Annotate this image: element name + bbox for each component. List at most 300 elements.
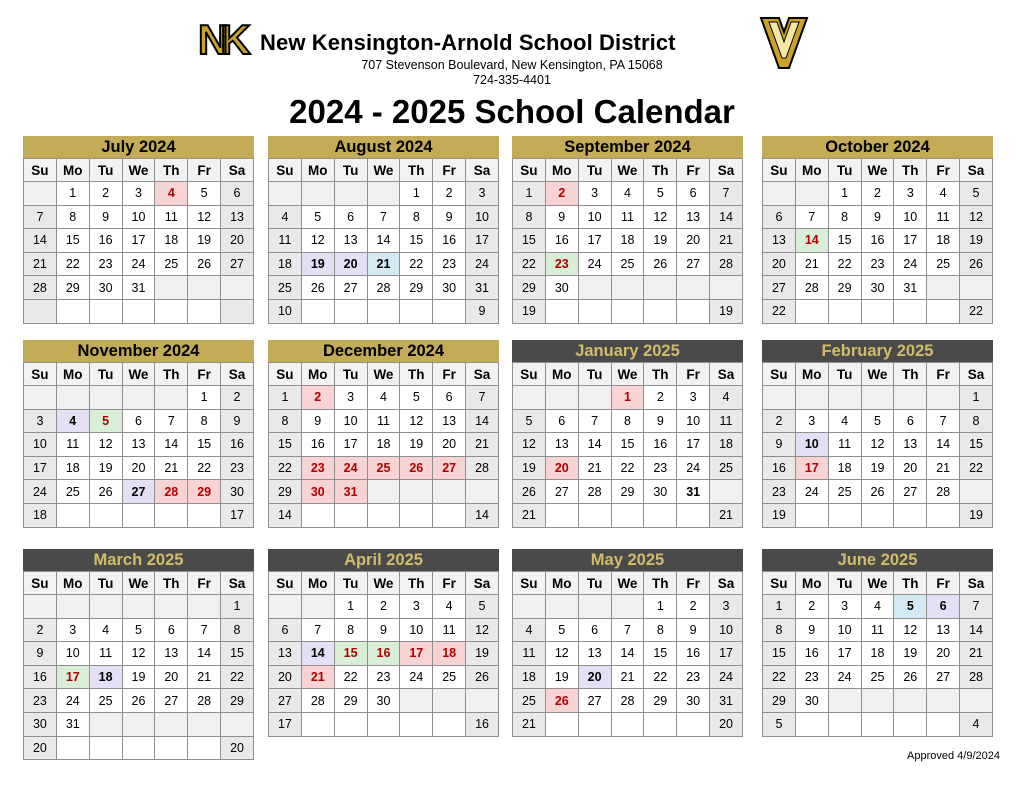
day-cell: 17 [24,456,57,480]
day-cell: 23 [221,456,254,480]
day-cell: 21 [155,456,188,480]
day-cell: 24 [334,456,367,480]
day-cell: 16 [89,229,122,253]
day-cell: 22 [828,252,861,276]
day-cell: 28 [710,252,743,276]
day-cell: 3 [466,182,499,206]
weekday-label: Su [513,572,546,595]
day-cell: 20 [269,665,302,689]
day-count: 19 [960,503,993,527]
total-row-cell [433,299,466,323]
day-cell: 8 [960,409,993,433]
day-cell: 29 [828,276,861,300]
empty-cell [188,712,221,736]
weekday-label: We [367,363,400,386]
weekday-label: Mo [795,572,828,595]
day-cell: 11 [710,409,743,433]
day-cell: 27 [122,480,155,504]
day-cell: 7 [710,182,743,206]
day-cell: 20 [221,229,254,253]
day-cell: 27 [155,689,188,713]
day-cell: 4 [611,182,644,206]
day-cell: 8 [269,409,302,433]
month-9 [268,549,499,737]
day-cell: 5 [188,182,221,206]
day-cell: 16 [545,229,578,253]
day-cell: 1 [960,386,993,410]
day-cell: 17 [334,433,367,457]
weekday-label: Tu [89,159,122,182]
weekday-label: Tu [334,159,367,182]
day-cell: 8 [611,409,644,433]
day-cell: 22 [269,456,302,480]
day-cell: 2 [433,182,466,206]
day-count: 17 [221,503,254,527]
day-cell: 4 [89,618,122,642]
day-cell: 29 [188,480,221,504]
empty-cell [89,386,122,410]
empty-cell [400,689,433,713]
total-row-cell [400,299,433,323]
day-cell: 15 [334,642,367,666]
month-2 [512,136,743,324]
day-cell: 30 [677,689,710,713]
day-cell: 20 [433,433,466,457]
day-cell: 21 [611,665,644,689]
day-cell: 19 [861,456,894,480]
total-row-cell [56,503,89,527]
day-cell: 18 [611,229,644,253]
day-cell: 17 [578,229,611,253]
total-row-cell [367,712,400,736]
day-cell: 27 [221,252,254,276]
day-cell: 13 [545,433,578,457]
empty-cell [367,480,400,504]
day-cell: 30 [644,480,677,504]
day-cell: 28 [578,480,611,504]
day-cell: 10 [795,433,828,457]
weekday-label: We [122,363,155,386]
day-count: 18 [24,503,57,527]
total-row-cell [334,299,367,323]
day-cell: 14 [155,433,188,457]
weekday-label: Su [513,159,546,182]
day-cell: 19 [301,252,334,276]
total-row-cell [433,712,466,736]
empty-cell [188,276,221,300]
total-row-cell [861,299,894,323]
weekday-label: Th [155,363,188,386]
day-cell: 5 [513,409,546,433]
day-cell: 11 [89,642,122,666]
month-title: October 2024 [762,136,993,158]
day-cell: 22 [221,665,254,689]
day-cell: 24 [677,456,710,480]
month-title: July 2024 [23,136,254,158]
total-row-cell [89,503,122,527]
day-count: 21 [513,503,546,527]
day-cell: 5 [960,182,993,206]
weekday-label: Sa [960,363,993,386]
total-row-cell [367,503,400,527]
day-cell: 13 [927,618,960,642]
day-cell: 9 [221,409,254,433]
day-cell: 12 [466,618,499,642]
day-count: 14 [466,503,499,527]
day-cell: 27 [894,480,927,504]
day-cell: 3 [894,182,927,206]
day-cell: 3 [578,182,611,206]
weekday-label: Tu [334,572,367,595]
day-cell: 16 [367,642,400,666]
day-cell: 25 [433,665,466,689]
empty-cell [155,712,188,736]
month-title: August 2024 [268,136,499,158]
day-cell: 1 [56,182,89,206]
day-cell: 18 [433,642,466,666]
day-cell: 2 [367,595,400,619]
month-title: March 2025 [23,549,254,571]
day-cell: 1 [188,386,221,410]
day-cell: 2 [545,182,578,206]
day-cell: 25 [367,456,400,480]
day-cell: 20 [927,642,960,666]
month-6 [512,340,743,528]
weekday-label: We [611,572,644,595]
total-row-cell [677,299,710,323]
day-count: 21 [513,712,546,736]
empty-cell [155,595,188,619]
day-count: 20 [710,712,743,736]
day-cell: 18 [927,229,960,253]
month-10 [512,549,743,737]
weekday-label: Fr [188,159,221,182]
day-cell: 14 [466,409,499,433]
empty-cell [155,276,188,300]
day-cell: 22 [644,665,677,689]
empty-cell [927,689,960,713]
day-cell: 5 [89,409,122,433]
day-cell: 20 [763,252,796,276]
empty-cell [122,386,155,410]
day-cell: 26 [400,456,433,480]
month-table [268,571,499,737]
day-cell: 6 [763,205,796,229]
day-cell: 13 [122,433,155,457]
day-cell: 16 [763,456,796,480]
day-cell: 9 [861,205,894,229]
day-cell: 11 [861,618,894,642]
weekday-label: Sa [960,572,993,595]
day-cell: 25 [155,252,188,276]
month-table [23,571,254,760]
day-cell: 2 [89,182,122,206]
empty-cell [89,595,122,619]
empty-cell [122,712,155,736]
weekday-label: We [367,572,400,595]
weekday-label: Tu [578,572,611,595]
day-cell: 15 [611,433,644,457]
day-cell: 22 [400,252,433,276]
empty-cell [513,386,546,410]
day-cell: 25 [927,252,960,276]
day-cell: 23 [861,252,894,276]
day-cell: 11 [513,642,546,666]
weekday-label: Fr [677,159,710,182]
total-row-cell [677,503,710,527]
day-cell: 13 [677,205,710,229]
day-cell: 3 [795,409,828,433]
month-0 [23,136,254,324]
day-cell: 7 [155,409,188,433]
month-table [512,158,743,324]
empty-cell [960,480,993,504]
day-cell: 5 [466,595,499,619]
day-cell: 13 [894,433,927,457]
weekday-label: We [367,159,400,182]
empty-cell [269,182,302,206]
month-table [512,571,743,737]
day-count: 9 [466,299,499,323]
weekday-label: Su [269,363,302,386]
day-cell: 24 [828,665,861,689]
day-cell: 9 [301,409,334,433]
month-8 [23,549,254,760]
total-row-cell [56,299,89,323]
total-row-cell [545,299,578,323]
day-cell: 26 [89,480,122,504]
day-cell: 3 [710,595,743,619]
day-cell: 27 [578,689,611,713]
day-cell: 10 [894,205,927,229]
weekday-label: Th [644,572,677,595]
day-count: 5 [763,712,796,736]
empty-cell [611,595,644,619]
day-cell: 29 [221,689,254,713]
day-cell: 23 [433,252,466,276]
day-cell: 7 [960,595,993,619]
weekday-label: Fr [433,363,466,386]
total-row-cell [644,712,677,736]
empty-cell [367,182,400,206]
empty-cell [24,182,57,206]
day-cell: 16 [301,433,334,457]
month-table [762,362,993,528]
total-row-cell [828,503,861,527]
day-cell: 23 [545,252,578,276]
day-cell: 18 [861,642,894,666]
day-cell: 9 [89,205,122,229]
day-cell: 25 [611,252,644,276]
day-cell: 14 [188,642,221,666]
day-cell: 14 [927,433,960,457]
day-cell: 5 [545,618,578,642]
day-cell: 30 [545,276,578,300]
day-count: 20 [221,736,254,760]
total-row-cell [578,299,611,323]
day-cell: 28 [155,480,188,504]
day-cell: 6 [578,618,611,642]
day-cell: 13 [221,205,254,229]
day-cell: 28 [301,689,334,713]
day-cell: 24 [122,252,155,276]
day-cell: 29 [644,689,677,713]
empty-cell [763,386,796,410]
empty-cell [24,386,57,410]
total-row-cell [795,712,828,736]
weekday-label: Th [644,159,677,182]
day-cell: 6 [894,409,927,433]
weekday-label: We [861,159,894,182]
weekday-label: Mo [795,363,828,386]
empty-cell [466,480,499,504]
day-cell: 10 [56,642,89,666]
day-cell: 18 [56,456,89,480]
empty-cell [400,480,433,504]
day-cell: 22 [513,252,546,276]
day-cell: 27 [334,276,367,300]
day-cell: 23 [367,665,400,689]
day-cell: 22 [611,456,644,480]
total-row-cell [89,299,122,323]
day-cell: 3 [24,409,57,433]
day-cell: 19 [122,665,155,689]
day-cell: 26 [122,689,155,713]
empty-cell [89,712,122,736]
weekday-label: We [861,572,894,595]
day-cell: 1 [763,595,796,619]
weekday-label: Fr [188,363,221,386]
total-row-cell [611,299,644,323]
total-row-cell [611,503,644,527]
day-cell: 31 [56,712,89,736]
weekday-label: Tu [89,572,122,595]
day-cell: 25 [828,480,861,504]
day-cell: 8 [188,409,221,433]
day-cell: 25 [513,689,546,713]
weekday-label: Tu [578,363,611,386]
day-cell: 9 [795,618,828,642]
day-cell: 10 [334,409,367,433]
day-count: 16 [466,712,499,736]
day-cell: 26 [894,665,927,689]
day-cell: 18 [89,665,122,689]
empty-cell [221,712,254,736]
month-1 [268,136,499,324]
total-row-cell [644,299,677,323]
day-cell: 3 [677,386,710,410]
total-row-cell [795,503,828,527]
empty-cell [56,386,89,410]
day-cell: 6 [269,618,302,642]
empty-cell [301,182,334,206]
day-cell: 26 [545,689,578,713]
day-cell: 24 [710,665,743,689]
month-table [762,158,993,324]
day-cell: 13 [269,642,302,666]
day-cell: 12 [545,642,578,666]
day-cell: 8 [400,205,433,229]
weekday-label: Th [894,363,927,386]
day-cell: 1 [221,595,254,619]
day-cell: 6 [927,595,960,619]
day-cell: 9 [677,618,710,642]
month-5 [268,340,499,528]
day-cell: 7 [578,409,611,433]
day-cell: 3 [400,595,433,619]
empty-cell [269,595,302,619]
day-cell: 23 [795,665,828,689]
weekday-label: Su [269,572,302,595]
day-cell: 3 [334,386,367,410]
weekday-label: Tu [828,159,861,182]
day-cell: 29 [269,480,302,504]
empty-cell [578,386,611,410]
total-row-cell [89,736,122,760]
approval-note: Approved 4/9/2024 [907,750,1000,762]
day-count: 19 [710,299,743,323]
day-cell: 14 [24,229,57,253]
day-cell: 6 [545,409,578,433]
day-cell: 28 [960,665,993,689]
day-cell: 24 [400,665,433,689]
day-cell: 7 [301,618,334,642]
day-cell: 31 [122,276,155,300]
day-cell: 12 [861,433,894,457]
empty-cell [155,386,188,410]
weekday-label: Th [644,363,677,386]
day-cell: 2 [763,409,796,433]
weekday-label: Tu [334,363,367,386]
total-row-cell [400,712,433,736]
day-cell: 12 [960,205,993,229]
day-cell: 27 [269,689,302,713]
day-cell: 6 [677,182,710,206]
empty-cell [710,480,743,504]
day-cell: 26 [466,665,499,689]
day-cell: 7 [795,205,828,229]
day-cell: 18 [269,252,302,276]
total-row-cell [122,736,155,760]
day-cell: 17 [122,229,155,253]
day-cell: 23 [24,689,57,713]
weekday-label: Su [513,363,546,386]
day-cell: 12 [188,205,221,229]
day-cell: 1 [269,386,302,410]
day-cell: 3 [122,182,155,206]
weekday-label: Th [400,572,433,595]
empty-cell [221,276,254,300]
day-cell: 2 [644,386,677,410]
weekday-label: Mo [545,572,578,595]
total-row-cell [894,299,927,323]
total-row-cell [611,712,644,736]
day-cell: 21 [301,665,334,689]
weekday-label: Th [155,572,188,595]
day-cell: 15 [221,642,254,666]
weekday-label: We [611,363,644,386]
weekday-label: We [122,159,155,182]
day-cell: 26 [861,480,894,504]
day-cell: 30 [89,276,122,300]
empty-cell [861,689,894,713]
weekday-label: Sa [960,159,993,182]
weekday-label: Mo [56,572,89,595]
district-name: New Kensington-Arnold School District [260,30,676,55]
weekday-label: Tu [89,363,122,386]
day-cell: 20 [334,252,367,276]
day-cell: 23 [763,480,796,504]
